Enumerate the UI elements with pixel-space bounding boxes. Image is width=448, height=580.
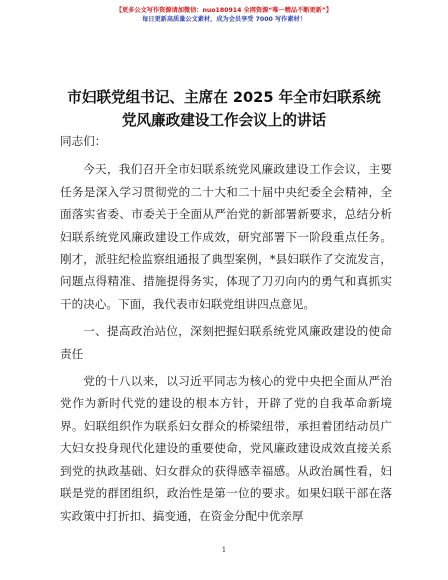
greeting: 同志们： [60, 134, 107, 148]
promo-line-1: 【更多公文写作资源请加微信：nuo180914 全网资源“唯一精品不断更新”】 [115, 7, 333, 14]
promo-line-2: 每日更新高质量公文素材，成为会员享受 7000 写作素材！ [142, 16, 306, 23]
title-line-1: 市妇联党组书记、主席在 2025 年全市妇联系统 [67, 89, 381, 106]
paragraph-2: 党的十八以来，以习近平同志为核心的党中央把全面从严治党作为新时代党的建设的根本方针，开辟了党的自我革命新境界。妇联组织作为联系妇女群众的桥梁纽带，承担着团结动员广大妇女投身现代化建设的重要使命，党风廉政建设成效直接关系到党的执政基础、妇女群众的获得感幸福感。从政治属性看，妇联是党的群团组织，政治性是第一位的要求。如果妇联干部在落实政策中打折扣、搞变通，在资金分配中优亲厚 [60, 374, 392, 523]
page-number: 1 [221, 546, 227, 554]
document-body [60, 130, 392, 532]
promo-banner [0, 6, 448, 24]
title-line-2: 党风廉政建设工作会议上的讲话 [121, 112, 327, 129]
paragraph-1: 今天，我们召开全市妇联系统党风廉政建设工作会议，主要任务是深入学习贯彻党的二十大和二十届中央纪委全会精神，全面落实省委、市委关于全面从严治党的新部署新要求，总结分析妇联系统党风廉政建设工作成效，研究部署下一阶段重点任务。刚才，派驻纪检监察组通报了典型案例，*县妇联作了交流发言，问题点得精准、措施提得务实，体现了刀刃向内的勇气和真抓实干的决心。下面，我代表市妇联党组讲四点意见。 [60, 162, 392, 311]
section-heading-1: 一、提高政治站位，深刻把握妇联系统党风廉政建设的使命责任 [60, 324, 392, 361]
document-title [40, 86, 408, 132]
